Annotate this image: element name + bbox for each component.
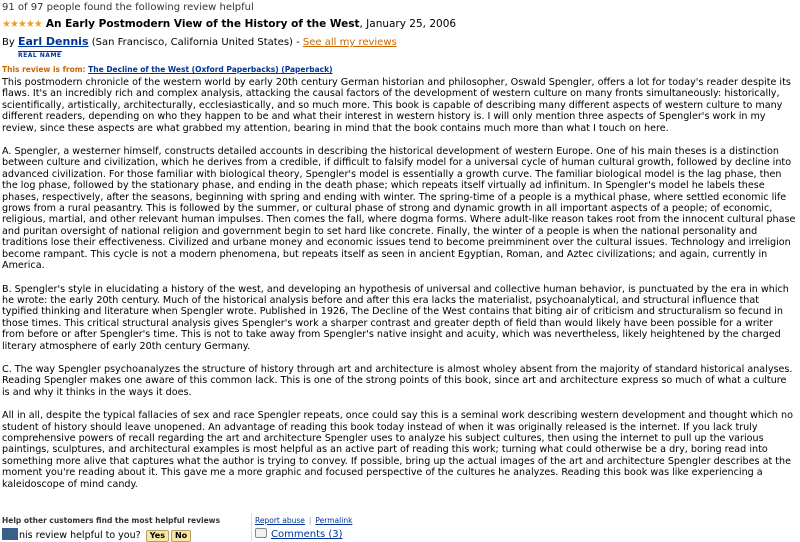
review-source [2,65,796,75]
review-paragraph-intro: This postmodern chronicle of the western world by early 20th century German historian and philosopher, Oswald Spengler, offers a lot for today's reader despite its flaws. It's an incredibly rich and complex analysis, attacking the causal factors of the development of western culture on many fronts simultaneously: historically, scientifically, artistically, architecturally, ecclesiastically, and so much more. This book is capable of describing many different aspects of western culture to many different readers, depending on who they happen to be and what their interest in western history is. I will only mention three aspects of Spengler's work in my review, since these aspects are what grabbed my attention, bearing in mind that the book contains much more than what I touch on here. [2,77,791,134]
star-rating-icon: ★★★★★ [2,19,42,30]
author-link[interactable]: Earl Dennis [17,35,89,48]
review-paragraph-conclusion: All in all, despite the typical fallacies of sex and race Spengler repeats, once could say this is a seminal work describing western development and thought which no student of history should leave unopened. An advantage of reading this book today instead of when it was originally released is the internet. If you lack truly comprehensive powers of recall regarding the art and architecture Spengler uses to analyze his subject cultures, then using the internet to pull up the various paintings, sculptures, and architectural examples is most helpful as an active part of reading this work; turning what could otherwise be a dry, boring read into something more alive that captures what the author is trying to convey. If possible, bring up the actual images of the art and architecture Spengler describes at the moment you're reading about it. This gave me a more graphic and focused perspective of the cultures he analyzes. Reading this book was like experiencing a kaleidoscope of mind candy. [2,410,793,490]
permalink-link[interactable]: Permalink [315,516,353,525]
no-button[interactable]: No [171,530,191,542]
report-abuse-link[interactable]: Report abuse [255,516,305,525]
review-paragraph-a: A. Spengler, a westerner himself, constructs detailed accounts in describing the historical development of western Europe. One of his main theses is a distinction between culture and civilization, which he derives from a credible, if difficult to falsify model for a universal cycle of human cultural growth, followed by decline into advanced civilization. For those familiar with biological theory, Spengler's model is essentially a growth curve. The familiar biological model is the lag phase, then the log phase, followed by the stationary phase, and ending in the death phase; which repeats itself virtually ad infinitum. In Spengler's model he labels these phases, respectively, after the seasons, beginning with spring and ending with winter. The spring-time of a people is a mythical phase, where settled economic life grows from a rural peasantry. This is followed by the summer, or cultural phase of strong and dynamic growth in all important aspects of a people; of economic, religious, martial, and other relevant human impulses. Then comes the fall, where dogma forms. Where adult-like reason takes root from the innocent cultural phase and puritan oversight of national religion and government begin to set hard like concrete. Finally, the winter of a people is when the national personality and traditions lose their effectiveness. Civilized and urbane money and economic issues tend to become preimminent over the cultural issues. Technology and irreligion become rampant. This cycle is not a modern phenomena, but repeats itself as seen in ancient Egyptian, Roman, and Aztec civilizations; and again, currently in America. [2,146,796,272]
review-header [2,17,796,32]
comments-link[interactable]: Comments (3) [271,529,343,540]
review-title: An Early Postmodern View of the History of the West [45,18,360,30]
comment-bubble-icon [255,528,267,538]
helpful-question [2,528,191,542]
review-paragraph-b: B. Spengler's style in elucidating a history of the west, and developing an hypothesis of universal and collective human behavior, is punctuated by the era in which he wrote: the early 20th century. Much of the historical analysis before and after this era lacks the materialist, psychoanalytical, and structural influence that typified thinking and literature when Spengler wrote. Published in 1926, The Decline of the West contains that biting air of criticism and structuralism so fecund in those times. This critical structural analysis gives Spengler's work a sharper contrast and greater depth of field than would likely have been possible for a writer from before or after Spengler's time. This is not to take away from Spengler's native insight and acuity, which was nevertheless, likely heightened by the charged literary atmosphere of early 20th century Germany. [2,283,789,352]
real-name-badge: REAL NAME [18,52,62,59]
divider [251,513,252,541]
helpful-count: 91 of 97 people found the following review helpful [2,2,254,13]
comments-row [255,528,343,540]
see-all-reviews-link[interactable]: See all my reviews [302,37,397,48]
review-container [2,0,796,490]
product-link[interactable]: The Decline of the West (Oxford Paperbacks) (Paperback) [88,65,333,74]
help-label: Help other customers find the most helpful reviews [2,516,221,525]
review-actions [255,516,352,525]
yes-button[interactable]: Yes [146,530,169,542]
separator: | [308,516,312,525]
author-location: (San Francisco, California United States) - [88,37,303,48]
review-footer [2,513,796,541]
by-prefix: By [2,37,18,48]
author-line [2,35,796,49]
avatar [2,528,18,540]
review-date: , January 25, 2006 [359,18,457,30]
review-source-label: This review is from: [2,65,89,74]
review-paragraph-c: C. The way Spengler psychoanalyzes the structure of history through art and architecture is almost wholey absent from the majority of standard historical analyses. Reading Spengler makes one aware of this common lack. This is one of the strong points of this book, since art and architecture express so much of what a culture is and why it thinks in the ways it does. [2,363,793,398]
helpful-question-text: nis review helpful to you? [19,530,141,541]
